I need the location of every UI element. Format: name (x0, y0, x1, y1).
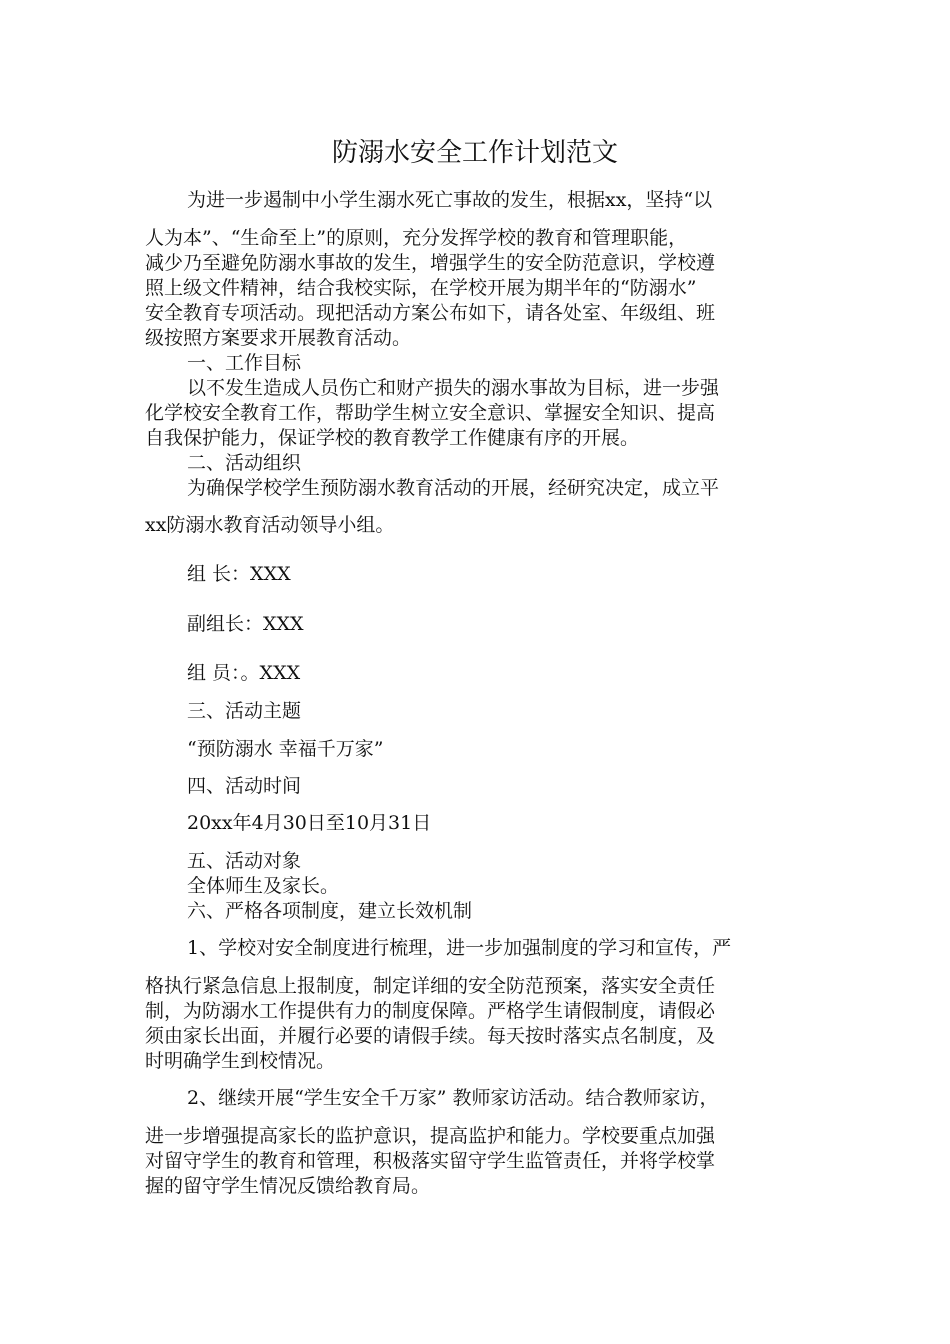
item2-line: 对留守学生的教育和管理，积极落实留守学生监管责任，并将学校掌 (145, 1150, 716, 1172)
goal-line: 自我保护能力，保证学校的教育教学工作健康有序的开展。 (145, 427, 640, 449)
time-line: 20xx年4月30日至10月31日 (187, 812, 432, 834)
item1-line: 制，为防溺水工作提供有力的制度保障。严格学生请假制度，请假必 (145, 1000, 716, 1022)
members-line: 组 员：。XXX (187, 662, 301, 684)
intro-line: 照上级文件精神，结合我校实际，在学校开展为期半年的“防溺水” (145, 277, 697, 299)
intro-line: 安全教育专项活动。现把活动方案公布如下，请各处室、年级组、班 (145, 302, 716, 324)
item1-line: 格执行紧急信息上报制度，制定详细的安全防范预案，落实安全责任 (145, 975, 716, 997)
intro-line: 为进一步遏制中小学生溺水死亡事故的发生，根据xx，坚持“以 (187, 189, 713, 211)
section-heading-theme: 三、活动主题 (187, 700, 302, 722)
item2-line: 握的留守学生情况反馈给教育局。 (145, 1175, 431, 1197)
intro-line: 级按照方案要求开展教育活动。 (145, 327, 412, 349)
intro-line: 人为本”、“生命至上”的原则，充分发挥学校的教育和管理职能， (145, 227, 688, 249)
audience-line: 全体师生及家长。 (187, 875, 340, 897)
section-heading-goal: 一、工作目标 (187, 352, 302, 374)
section-heading-audience: 五、活动对象 (187, 850, 302, 872)
section-heading-organization: 二、活动组织 (187, 452, 302, 474)
goal-line: 以不发生造成人员伤亡和财产损失的溺水事故为目标，进一步强 (187, 377, 720, 399)
theme-line: “预防溺水 幸福千万家” (187, 738, 384, 760)
intro-line: 减少乃至避免防溺水事故的发生，增强学生的安全防范意识，学校遵 (145, 252, 716, 274)
item2-line: 2、继续开展“学生安全千万家” 教师家访活动。结合教师家访， (187, 1087, 719, 1109)
organization-line: 为确保学校学生预防溺水教育活动的开展，经研究决定，成立平 (187, 477, 720, 499)
item1-line: 1、学校对安全制度进行梳理，进一步加强制度的学习和宣传，严 (187, 937, 732, 959)
item1-line: 时明确学生到校情况。 (145, 1050, 336, 1072)
item1-line: 须由家长出面，并履行必要的请假手续。每天按时落实点名制度，及 (145, 1025, 716, 1047)
item2-line: 进一步增强提高家长的监护意识，提高监护和能力。学校要重点加强 (145, 1125, 716, 1147)
section-heading-time: 四、活动时间 (187, 775, 302, 797)
organization-line: xx防溺水教育活动领导小组。 (145, 514, 395, 536)
vice-leader-line: 副组长：XXX (187, 613, 304, 635)
goal-line: 化学校安全教育工作，帮助学生树立安全意识、掌握安全知识、提高 (145, 402, 716, 424)
document-title: 防溺水安全工作计划范文 (331, 138, 618, 168)
section-heading-system: 六、严格各项制度，建立长效机制 (187, 900, 473, 922)
leader-line: 组 长：XXX (187, 563, 291, 585)
